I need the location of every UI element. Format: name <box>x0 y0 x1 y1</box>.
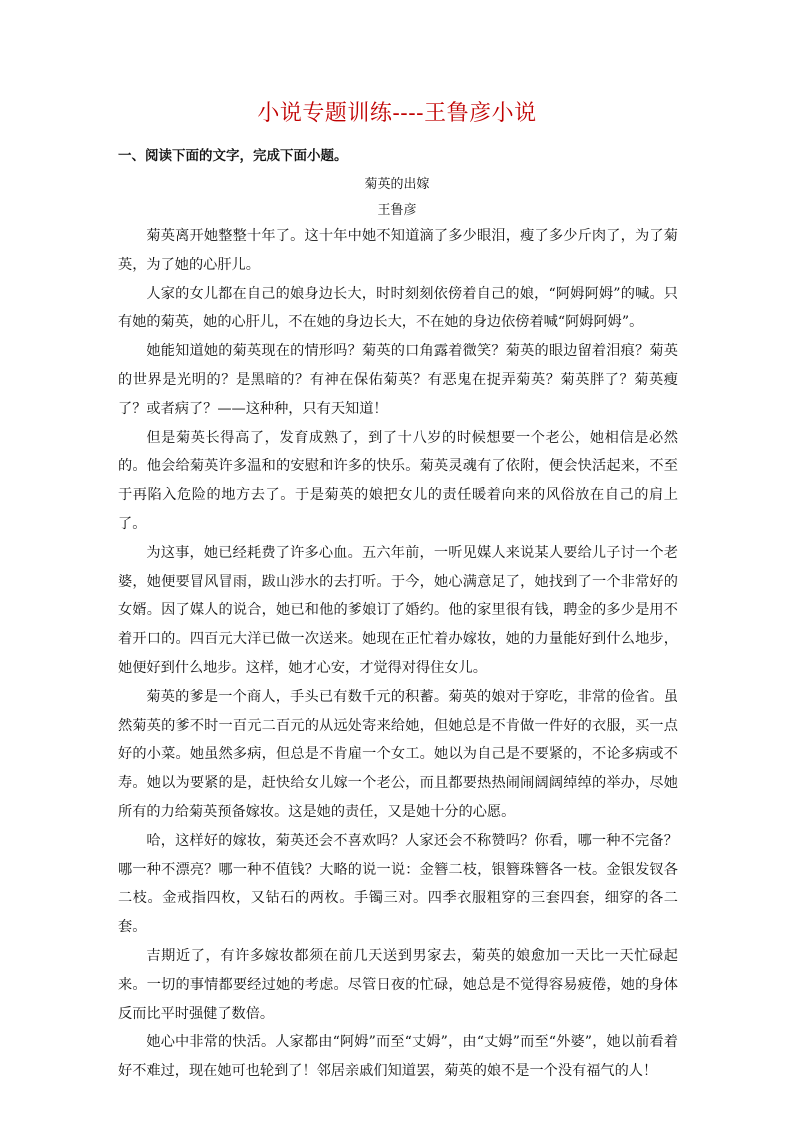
paragraph: 哈，这样好的嫁妆，菊英还会不喜欢吗？人家还会不称赞吗？你看，哪一种不完备？哪一种不漂亮？哪一种不值钱？大略的说一说：金簪二枝，银簪珠簪各一枝。金银发钗各二枝。金戒指四枚，又钻石的两枚。手镯三对。四季衣服粗穿的三套四套，细穿的各二套。 <box>118 832 678 936</box>
page-title: 小说专题训练----王鲁彦小说 <box>257 101 537 126</box>
story-author: 王鲁彦 <box>377 203 417 218</box>
paragraph: 她心中非常的快活。人家都由“阿姆”而至“丈姆”，由“丈姆”而至“外婆”，她以前看着好不难过，现在她可也轮到了！邻居亲戚们知道罢，菊英的娘不是一个没有福气的人！ <box>118 1034 678 1080</box>
paragraph: 但是菊英长得高了，发育成熟了，到了十八岁的时候想要一个老公，她相信是必然的。他会给菊英许多温和的安慰和许多的快乐。菊英灵魂有了依附，便会快活起来，不至于再陷入危险的地方去了。于是菊英的娘把女儿的责任暖着向来的风俗放在自己的肩上了。 <box>118 429 678 532</box>
paragraph: 菊英离开她整整十年了。这十年中她不知道滴了多少眼泪，瘦了多少斤肉了，为了菊英，为了她的心肝儿。 <box>118 228 678 273</box>
paragraph: 为这事，她已经耗费了许多心血。五六年前，一听见媒人来说某人要给儿子讨一个老婆，她便要冒风冒雨，跋山涉水的去打听。于今，她心满意足了，她找到了一个非常好的女婿。因了媒人的说合，她已和他的爹娘订了婚约。他的家里很有钱，聘金的多少是用不着开口的。四百元大洋已做一次送来。她现在正忙着办嫁妆，她的力量能好到什么地步，她便好到什么地步。这样，她才心安，才觉得对得住女儿。 <box>118 544 678 676</box>
story-title: 菊英的出嫁 <box>364 177 430 192</box>
paragraph: 菊英的爹是一个商人，手头已有数千元的积蓄。菊英的娘对于穿吃，非常的俭省。虽然菊英的爹不时一百元二百元的从远处寄来给她，但她总是不肯做一件好的衣服，买一点好的小菜。她虽然多病，但总是不肯雇一个女工。她以为自己是不要紧的，不论多病或不寿。她以为要紧的是，赶快给女儿嫁一个老公，而且都要热热闹闹阔阔绰绰的举办，尽她所有的力给菊英预备嫁妆。这是她的责任，又是她十分的心愿。 <box>118 688 678 820</box>
paragraph: 人家的女儿都在自己的娘身边长大，时时刻刻依傍着自己的娘，“阿姆阿姆”的喊。只有她的菊英，她的心肝儿，不在她的身边长大，不在她的身边依傍着喊“阿姆阿姆”。 <box>118 285 678 331</box>
paragraph: 吉期近了，有许多嫁妆都须在前几天送到男家去，菊英的娘愈加一天比一天忙碌起来。一切的事情都要经过她的考虑。尽管日夜的忙碌，她总是不觉得容易疲倦，她的身体反而比平时强健了数倍。 <box>118 947 678 1022</box>
story-body <box>118 222 678 1086</box>
paragraph: 她能知道她的菊英现在的情形吗？菊英的口角露着微笑？菊英的眼边留着泪痕？菊英的世界是光明的？是黑暗的？有神在保佑菊英？有恶鬼在捉弄菊英？菊英胖了？菊英瘦了？或者病了？——这种种，只有天知道！ <box>118 343 678 417</box>
section-heading: 一、阅读下面的文字，完成下面小题。 <box>118 148 348 164</box>
